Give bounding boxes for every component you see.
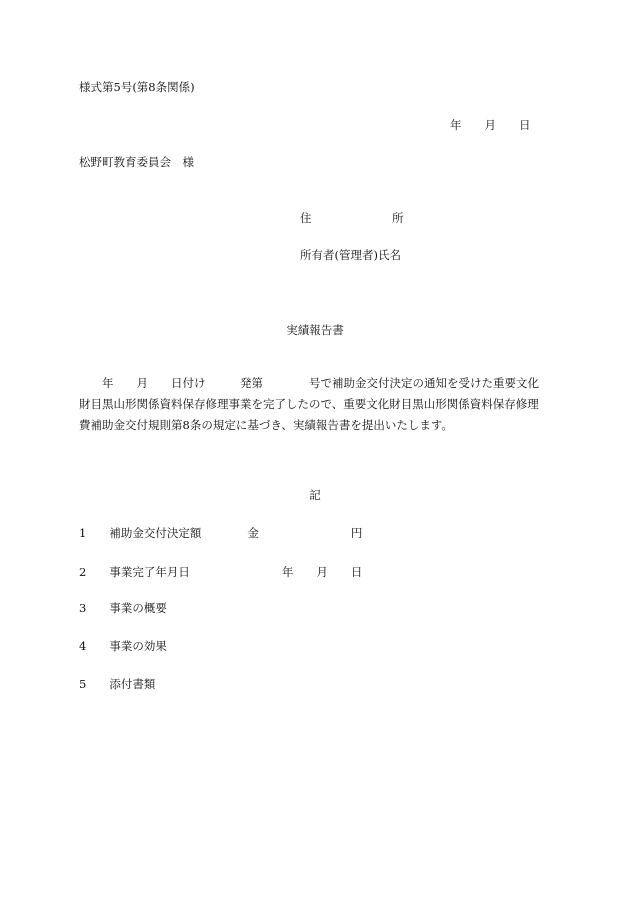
- item-number: 2: [79, 565, 87, 579]
- date-line: 年 月 日: [450, 118, 531, 132]
- list-item-attachments: [79, 679, 155, 691]
- body-paragraph: [79, 378, 554, 441]
- document-title: 実績報告書: [286, 323, 344, 337]
- recipient: 松野町教育委員会 様: [79, 155, 194, 169]
- item-text: 事業完了年月日 年 月 日: [109, 565, 363, 579]
- item-number: 1: [79, 526, 87, 540]
- item-text: 補助金交付決定額 金 円: [109, 526, 363, 540]
- item-number: 5: [79, 677, 87, 691]
- body-line: 財目黒山形関係資料保存修理事業を完了したので、重要文化財目黒山形関係資料保存修理: [79, 397, 539, 411]
- list-item-completion-date: [79, 567, 362, 579]
- body-line: 費補助金交付規則第8条の規定に基づき、実績報告書を提出いたします。: [79, 418, 453, 432]
- body-line: 年 月 日付け 発第 号で補助金交付決定の通知を受けた重要文化: [79, 376, 539, 390]
- address-label: 住 所: [300, 211, 404, 225]
- item-number: 4: [79, 639, 87, 653]
- form-number: 様式第5号(第8条関係): [79, 80, 195, 94]
- item-text: 事業の効果: [109, 639, 167, 653]
- ki-heading: 記: [309, 488, 321, 502]
- owner-name-label: 所有者(管理者)氏名: [300, 248, 401, 262]
- item-text: 事業の概要: [109, 601, 167, 615]
- item-number: 3: [79, 601, 87, 615]
- item-text: 添付書類: [109, 677, 156, 691]
- list-item-grant-amount: [79, 528, 362, 540]
- list-item-project-overview: [79, 603, 167, 615]
- list-item-project-effect: [79, 641, 167, 653]
